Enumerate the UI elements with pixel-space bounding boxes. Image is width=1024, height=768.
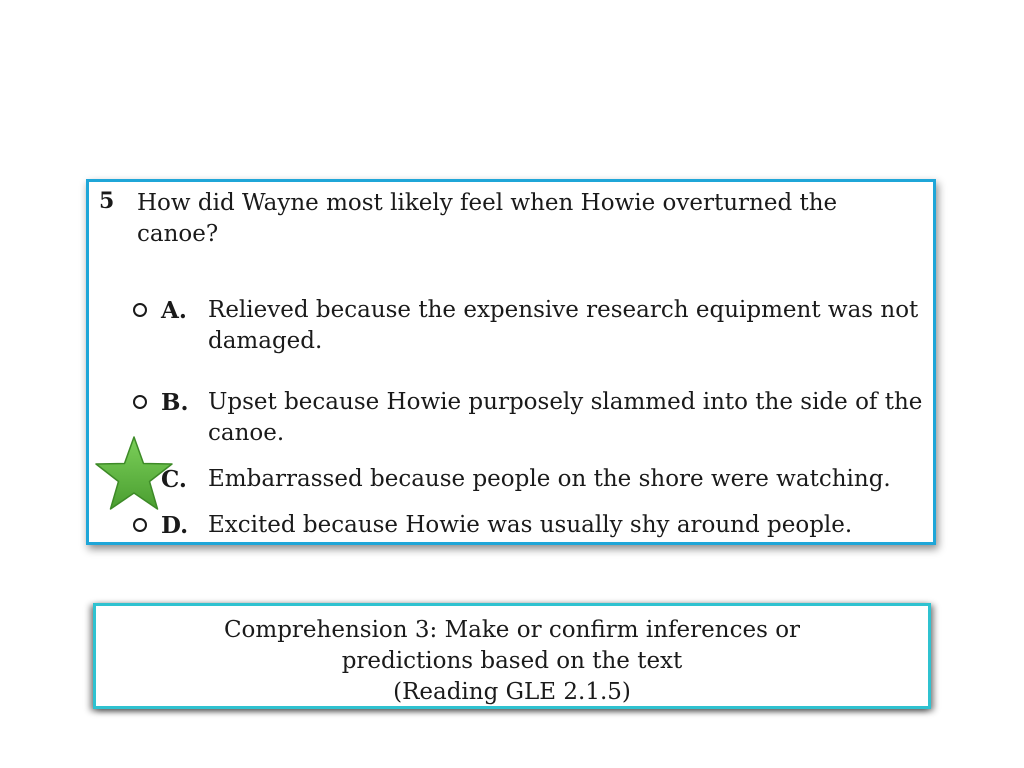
option-text-b: Upset because Howie purposely slammed into the side of the canoe. xyxy=(208,389,923,446)
option-letter-c: C. xyxy=(161,466,187,493)
option-letter-b: B. xyxy=(161,389,189,416)
standard-box xyxy=(93,603,931,709)
radio-button-b[interactable] xyxy=(133,395,147,409)
option-text-a: Relieved because the expensive research equipment was not damaged. xyxy=(208,297,919,354)
standard-line-1: Comprehension 3: Make or confirm inferences or xyxy=(223,617,801,643)
question-number: 5 xyxy=(99,188,115,214)
standard-line-2: predictions based on the text xyxy=(341,648,683,674)
radio-button-d[interactable] xyxy=(133,518,147,532)
option-text-d: Excited because Howie was usually shy around people. xyxy=(208,512,853,538)
question-box xyxy=(86,179,936,545)
option-letter-a: A. xyxy=(161,297,187,324)
question-text: How did Wayne most likely feel when Howie overturned the canoe? xyxy=(137,190,838,247)
standard-line-3: (Reading GLE 2.1.5) xyxy=(393,679,631,705)
radio-button-a[interactable] xyxy=(133,303,147,317)
star-icon xyxy=(94,435,174,511)
option-letter-d: D. xyxy=(161,512,189,539)
option-text-c: Embarrassed because people on the shore were watching. xyxy=(208,466,891,492)
